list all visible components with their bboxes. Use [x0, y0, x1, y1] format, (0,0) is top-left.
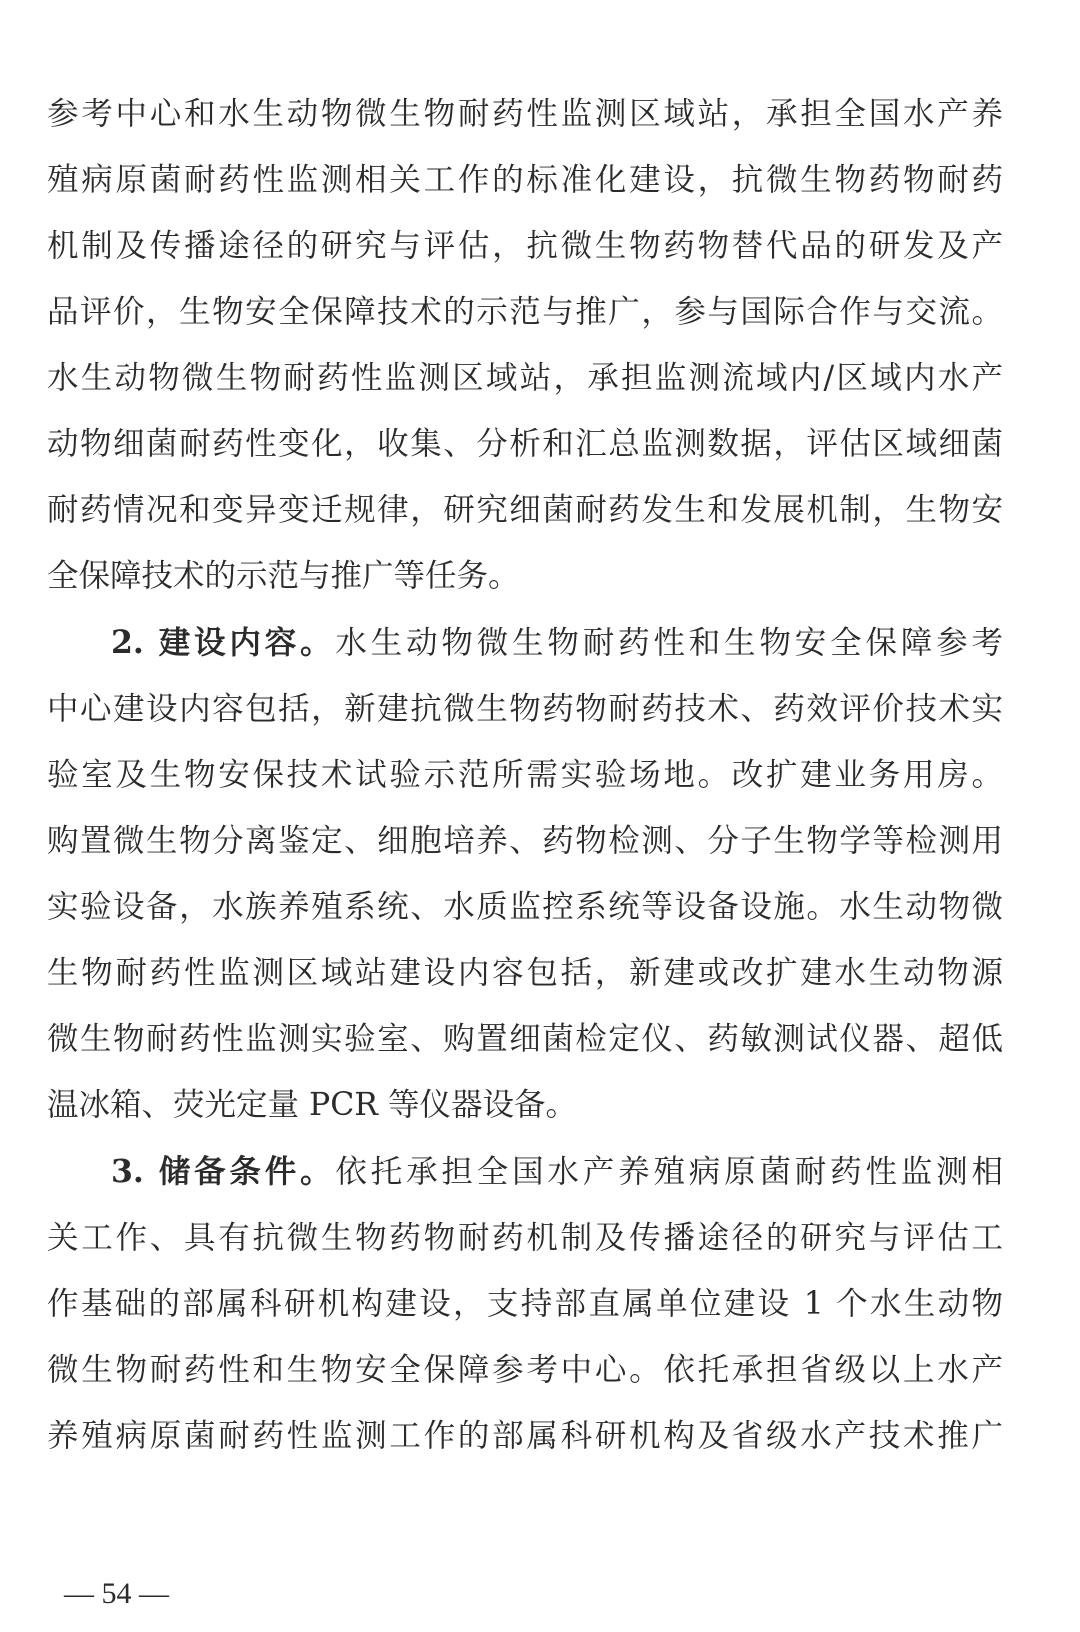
- section-2-heading: 2. 建设内容。: [111, 624, 336, 661]
- text-line-10: 中心建设内容包括，新建抗微生物药物耐药技术、药效评价技术实: [47, 691, 1003, 727]
- text-line-21: 养殖病原菌耐药性监测工作的部属科研机构及省级水产技术推广: [47, 1418, 1003, 1454]
- section-3-first-line-text: 依托承担全国水产养殖病原菌耐药性监测相: [335, 1154, 1003, 1190]
- text-line-3: 机制及传播途径的研究与评估，抗微生物药物替代品的研发及产: [47, 228, 1003, 264]
- section-3-heading: 3. 储备条件。: [111, 1153, 336, 1190]
- section-2-first-line: [111, 621, 1003, 665]
- text-line-1: 参考中心和水生动物微生物耐药性监测区域站，承担全国水产养: [47, 96, 1003, 132]
- text-line-15: 微生物耐药性监测实验室、购置细菌检定仪、药敏测试仪器、超低: [47, 1021, 1003, 1057]
- page-number: — 54 —: [64, 1577, 169, 1610]
- text-line-13: 实验设备，水族养殖系统、水质监控系统等设备设施。水生动物微: [47, 889, 1003, 925]
- text-line-11: 验室及生物安保技术试验示范所需实验场地。改扩建业务用房。: [47, 757, 1003, 793]
- text-line-4: 品评价，生物安全保障技术的示范与推广，参与国际合作与交流。: [47, 294, 1003, 330]
- text-line-5: 水生动物微生物耐药性监测区域站，承担监测流域内/区域内水产: [47, 360, 1003, 396]
- text-line-20: 微生物耐药性和生物安全保障参考中心。依托承担省级以上水产: [47, 1352, 1003, 1388]
- text-line-2: 殖病原菌耐药性监测相关工作的标准化建设，抗微生物药物耐药: [47, 162, 1003, 198]
- text-line-6: 动物细菌耐药性变化，收集、分析和汇总监测数据，评估区域细菌: [47, 426, 1003, 462]
- text-line-7: 耐药情况和变异变迁规律，研究细菌耐药发生和发展机制，生物安: [47, 492, 1003, 528]
- text-line-14: 生物耐药性监测区域站建设内容包括，新建或改扩建水生动物源: [47, 955, 1003, 991]
- section-2-first-line-text: 水生动物微生物耐药性和生物安全保障参考: [335, 625, 1003, 661]
- text-line-19: 作基础的部属科研机构建设，支持部直属单位建设 1 个水生动物: [47, 1286, 1003, 1322]
- text-line-8: 全保障技术的示范与推广等任务。: [47, 558, 520, 594]
- text-line-16: 温冰箱、荧光定量 PCR 等仪器设备。: [47, 1087, 578, 1123]
- section-3-first-line: [111, 1150, 1003, 1194]
- text-line-12: 购置微生物分离鉴定、细胞培养、药物检测、分子生物学等检测用: [47, 823, 1003, 859]
- text-line-18: 关工作、具有抗微生物药物耐药机制及传播途径的研究与评估工: [47, 1220, 1003, 1256]
